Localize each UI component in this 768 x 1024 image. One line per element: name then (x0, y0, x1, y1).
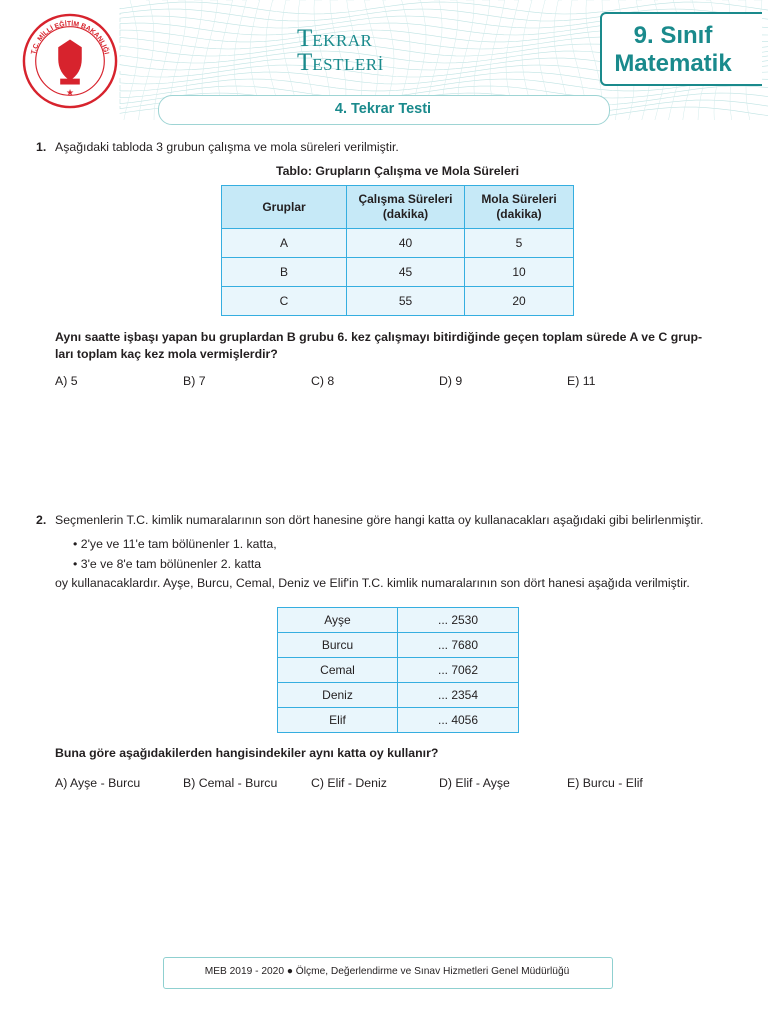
q2-bullet-1: • 2'ye ve 11'e tam bölünenler 1. katta, (73, 537, 277, 551)
table-row (278, 708, 519, 733)
header-title-line2: TESTLERİ (297, 49, 384, 76)
q1-cell: 40 (347, 229, 465, 258)
q1-cell: 20 (465, 287, 574, 316)
grade-label: 9. Sınıf Matematik (614, 22, 732, 77)
q1-cell: 45 (347, 258, 465, 287)
q2-after-bullets: oy kullanacaklardır. Ayşe, Burcu, Cemal, Deniz ve Elif'in T.C. kimlik numaralarının son dört hanesi aşağıda verilmiştir. (55, 576, 690, 590)
q2-question: Buna göre aşağıdakilerden hangisindekiler aynı katta oy kullanır? (55, 746, 439, 760)
q1-cell: A (222, 229, 347, 258)
q2-name-cell: Ayşe (278, 608, 398, 633)
q1-cell: 55 (347, 287, 465, 316)
q1-table (221, 185, 574, 316)
q2-option-c[interactable]: C) Elif - Deniz (311, 776, 387, 790)
q1-option-e[interactable]: E) 11 (567, 374, 596, 388)
q2-number-cell: ... 2354 (398, 683, 519, 708)
q2-number-cell: ... 7680 (398, 633, 519, 658)
table-row (278, 608, 519, 633)
table-row (278, 633, 519, 658)
q1-option-a[interactable]: A) 5 (55, 374, 78, 388)
wave-line (139, 0, 154, 120)
q2-number-cell: ... 2530 (398, 608, 519, 633)
q2-number: 2. (36, 513, 47, 527)
q2-option-d[interactable]: D) Elif - Ayşe (439, 776, 510, 790)
table-row (222, 229, 574, 258)
svg-text:★: ★ (66, 87, 74, 98)
q1-header-groups: Gruplar (222, 186, 347, 229)
header-title-line1: TEKRAR (297, 25, 373, 52)
q2-number-cell: ... 4056 (398, 708, 519, 733)
q2-name-cell: Cemal (278, 658, 398, 683)
table-row (278, 658, 519, 683)
q1-cell: C (222, 287, 347, 316)
q2-name-cell: Deniz (278, 683, 398, 708)
q1-question-line2: ları toplam kaç kez mola vermişlerdir? (55, 347, 278, 361)
q2-option-a[interactable]: A) Ayşe - Burcu (55, 776, 141, 790)
q1-header-work: Çalışma Süreleri (dakika) (347, 186, 465, 229)
table-row (278, 683, 519, 708)
meb-seal-logo (21, 12, 119, 110)
q1-option-c[interactable]: C) 8 (311, 374, 335, 388)
q1-number: 1. (36, 140, 47, 154)
svg-text:T.C. MİLLİ EĞİTİM BAKANLIĞI: T.C. MİLLİ EĞİTİM BAKANLIĞI (30, 20, 110, 56)
table-row (222, 258, 574, 287)
q1-question-line1: Aynı saatte işbaşı yapan bu gruplardan B grubu 6. kez çalışmayı bitirdiğinde geçen toplam sürede A ve C grup- (55, 330, 703, 344)
q2-intro: Seçmenlerin T.C. kimlik numaralarının son dört hanesine göre hangi katta oy kullanacakları aşağıdaki gibi belirlenmiştir. (55, 513, 704, 527)
q2-number-cell: ... 7062 (398, 658, 519, 683)
q1-intro: Aşağıdaki tabloda 3 grubun çalışma ve mola süreleri verilmiştir. (55, 140, 399, 154)
q2-name-cell: Elif (278, 708, 398, 733)
q1-cell: 5 (465, 229, 574, 258)
table-row (222, 287, 574, 316)
q2-option-b[interactable]: B) Cemal - Burcu (183, 776, 278, 790)
q1-option-d[interactable]: D) 9 (439, 374, 463, 388)
q2-name-cell: Burcu (278, 633, 398, 658)
q1-option-b[interactable]: B) 7 (183, 374, 206, 388)
q1-table-title: Tablo: Grupların Çalışma ve Mola Süreleri (275, 164, 520, 178)
q2-bullet-2: • 3'e ve 8'e tam bölünenler 2. katta (73, 557, 262, 571)
q1-cell: B (222, 258, 347, 287)
q1-cell: 10 (465, 258, 574, 287)
footer-text: MEB 2019 - 2020 ● Ölçme, Değerlendirme ve Sınav Hizmetleri Genel Müdürlüğü (204, 966, 570, 977)
test-subtitle: 4. Tekrar Testi (334, 101, 432, 117)
q2-table (277, 607, 519, 733)
q1-header-break: Mola Süreleri (dakika) (465, 186, 574, 229)
q2-option-e[interactable]: E) Burcu - Elif (567, 776, 643, 790)
